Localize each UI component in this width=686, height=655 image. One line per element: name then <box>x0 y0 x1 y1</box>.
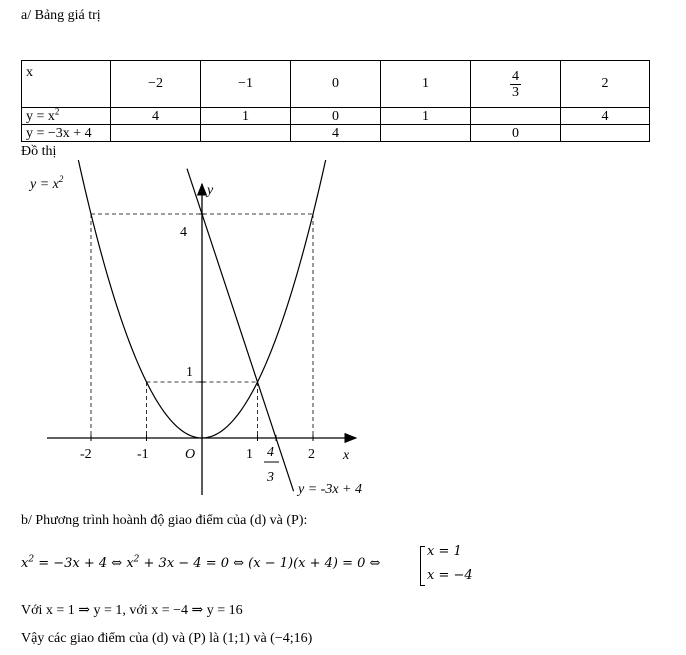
parabola-label: $y = x^2$ <box>30 174 64 192</box>
row1-cell: 1 <box>201 108 291 125</box>
y-tick-label: 4 <box>180 225 187 240</box>
row1-cell: 0 <box>291 108 381 125</box>
row1-cell: 4 <box>561 108 650 125</box>
row2-cell: 4 <box>291 125 381 142</box>
row2-cell <box>561 125 650 142</box>
section-b-heading: b/ Phương trình hoành độ giao điểm của (d) và (P): <box>21 513 308 528</box>
frac-tick-label <box>264 445 279 485</box>
result-line-1: Với x = 1 ⇒ y = 1, với x = −4 ⇒ y = 16 <box>21 603 243 618</box>
fraction <box>510 69 521 100</box>
table-row-line <box>22 125 650 142</box>
row2-cell <box>201 125 291 142</box>
x-tick-label: 2 <box>308 447 315 462</box>
frac-tick-numerator: 4 <box>267 445 274 460</box>
line-label: y = -3x + 4 <box>298 482 362 497</box>
x-cell-fraction <box>471 61 561 108</box>
x-cell: 2 <box>561 61 650 108</box>
graph-heading: Đồ thị <box>21 144 57 159</box>
x-cell: −2 <box>111 61 201 108</box>
fraction-denominator: 3 <box>512 84 519 100</box>
row2-cell: 0 <box>471 125 561 142</box>
x-cell: 1 <box>381 61 471 108</box>
frac-tick-denominator: 3 <box>267 470 274 485</box>
solution-equation: $x^2 = -3x + 4$ ⇔ $x^2 + 3x - 4 = 0$ ⇔ (x − 1)(x + 4) = 0 ⇔ <box>21 554 381 571</box>
x-tick-label: 1 <box>246 447 253 462</box>
header-x-label: x <box>22 61 111 108</box>
case-1: x = 1 <box>427 544 462 559</box>
system-bracket <box>420 546 425 586</box>
row2-cell <box>111 125 201 142</box>
table-row-parabola <box>22 108 650 125</box>
x-tick-label: -1 <box>137 447 149 462</box>
function-graph <box>0 160 420 505</box>
row1-cell: 1 <box>381 108 471 125</box>
line-curve <box>187 169 294 492</box>
row1-cell <box>471 108 561 125</box>
origin-label: O <box>185 447 196 462</box>
x-cell: 0 <box>291 61 381 108</box>
row2-cell <box>381 125 471 142</box>
row1-cell: 4 <box>111 108 201 125</box>
x-tick-label: -2 <box>80 447 92 462</box>
case-2: x = −4 <box>427 568 473 583</box>
fraction-numerator: 4 <box>512 68 519 84</box>
table-header-row <box>22 61 650 108</box>
y-axis-label: y <box>207 183 214 198</box>
result-line-2: Vậy các giao điểm của (d) và (P) là (1;1) và (−4;16) <box>21 631 313 646</box>
x-axis-label: x <box>343 448 350 463</box>
row2-label: y = −3x + 4 <box>22 125 111 142</box>
value-table <box>21 60 650 142</box>
x-cell: −1 <box>201 61 291 108</box>
row1-label: $y = x^2$ <box>22 108 111 125</box>
y-tick-label: 1 <box>186 365 193 380</box>
section-a-heading: a/ Bảng giá trị <box>21 8 101 23</box>
